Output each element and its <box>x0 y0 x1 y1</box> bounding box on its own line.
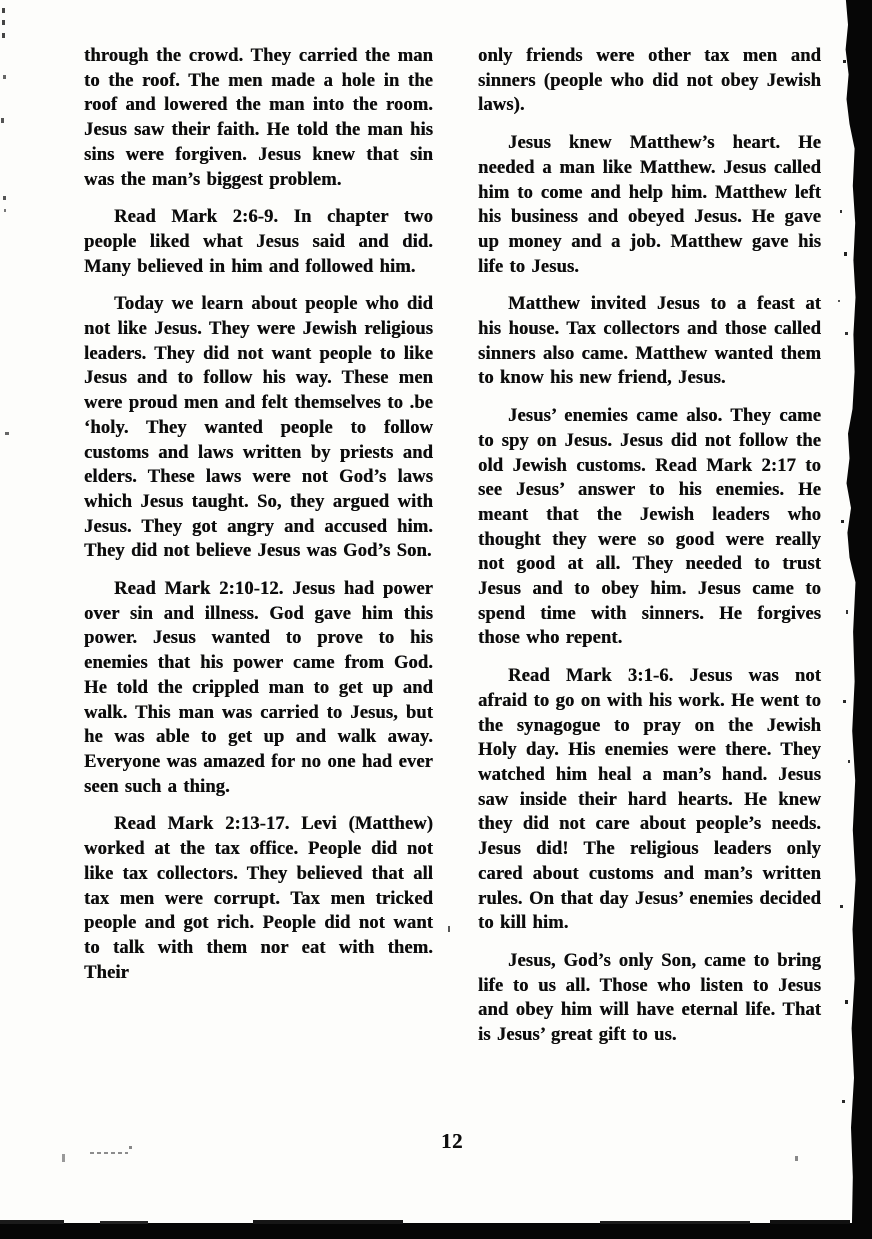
paragraph: Jesus knew Matthew’s heart. He needed a man like Matthew. Jesus called him to come and help him. Matthew left his business and obeyed Jesus. He gave up money and a job. Matthew gave his life to Jesus. <box>478 132 821 277</box>
paragraph: Jesus’ enemies came also. They came to spy on Jesus. Jesus did not follow the old Jewish customs. Read Mark 2:17 to see Jesus’ answer to his enemies. He meant that the Jewish leaders who thought they were so good were really not good at all. They needed to trust Jesus and to obey him. Jesus came to spend time with sinners. He forgives those who repent. <box>478 405 821 649</box>
scan-speck <box>840 210 842 213</box>
scan-edge-right <box>842 0 872 1239</box>
paragraph: Read Mark 2:10-12. Jesus had power over sin and illness. God gave him this power. Jesus wanted to prove to his enemies that his power came from God. He told the crippled man to get up and walk. This man was carried to Jesus, but he was able to get up and walk away. Everyone was amazed for no one had ever seen such a thing. <box>84 578 433 797</box>
scan-speck <box>100 1221 148 1224</box>
scan-speck <box>770 1220 850 1224</box>
scan-speck <box>3 75 6 79</box>
scan-speck <box>448 926 450 932</box>
scan-speck <box>842 1100 845 1103</box>
scan-speck <box>253 1220 403 1224</box>
scan-speck <box>848 760 850 763</box>
paragraph: Today we learn about people who did not like Jesus. They were Jewish religious leaders. They did not want people to like Jesus and to follow his way. These men were proud men and felt themselves to .be ‘holy. They wanted people to follow customs and laws written by priests and elders. These laws were not God’s laws which Jesus taught. So, they argued with Jesus. They got angry and accused him. They did not believe Jesus was God’s Son. <box>84 293 433 562</box>
scan-speck <box>846 610 848 614</box>
paragraph: Read Mark 2:6-9. In chapter two people liked what Jesus said and did. Many believed in him and followed him. <box>84 206 433 277</box>
scan-speck <box>5 432 9 435</box>
scan-speck <box>2 33 5 38</box>
paragraph: through the crowd. They carried the man to the roof. The men made a hole in the roof and lowered the man into the room. Jesus saw their faith. He told the man his sins were forgiven. Jesus knew that sin was the man’s biggest problem. <box>84 45 433 190</box>
scan-speck <box>844 252 847 256</box>
scan-speck <box>4 209 6 212</box>
paragraph: Matthew invited Jesus to a feast at his house. Tax collectors and those called sinners also came. Matthew wanted them to know his new friend, Jesus. <box>478 293 821 389</box>
text-column-left <box>84 44 433 985</box>
scan-speck <box>843 60 846 63</box>
text-column-right <box>478 44 821 1048</box>
scan-speck <box>2 20 5 25</box>
scan-speck <box>845 1000 848 1004</box>
scan-speck <box>845 332 848 335</box>
page-number: 12 <box>441 1129 463 1153</box>
scan-speck <box>843 700 846 703</box>
scan-speck <box>840 905 843 908</box>
scan-speck <box>838 300 840 302</box>
scan-speck <box>1 118 4 123</box>
paragraph: only friends were other tax men and sinners (people who did not obey Jewish laws). <box>478 45 821 116</box>
scan-speck <box>129 1146 132 1149</box>
scan-speck <box>3 196 6 200</box>
paragraph: Read Mark 2:13-17. Levi (Matthew) worked at the tax office. People did not like tax collectors. They believed that all tax men were corrupt. Tax men tricked people and got rich. People did not want to talk with them nor eat with them. Their <box>84 813 433 983</box>
scan-speck <box>2 8 5 13</box>
scan-edge-bottom <box>0 1223 872 1239</box>
scan-speck <box>600 1221 750 1224</box>
paragraph: Jesus, God’s only Son, came to bring life to us all. Those who listen to Jesus and obey him will have eternal life. That is Jesus’ great gift to us. <box>478 949 821 1046</box>
scan-speck <box>0 1220 64 1224</box>
scan-speck <box>795 1156 798 1161</box>
scan-speck <box>62 1154 65 1162</box>
paragraph: Read Mark 3:1-6. Jesus was not afraid to go on with his work. He went to the synagogue to pray on the Jewish Holy day. His enemies were there. They watched him heal a man’s hand. Jesus saw inside their hard hearts. He knew they did not care about people’s needs. Jesus did! The religious leaders only cared about customs and man’s written rules. On that day Jesus’ enemies decided to kill him. <box>478 665 821 934</box>
scan-speck <box>841 520 844 523</box>
